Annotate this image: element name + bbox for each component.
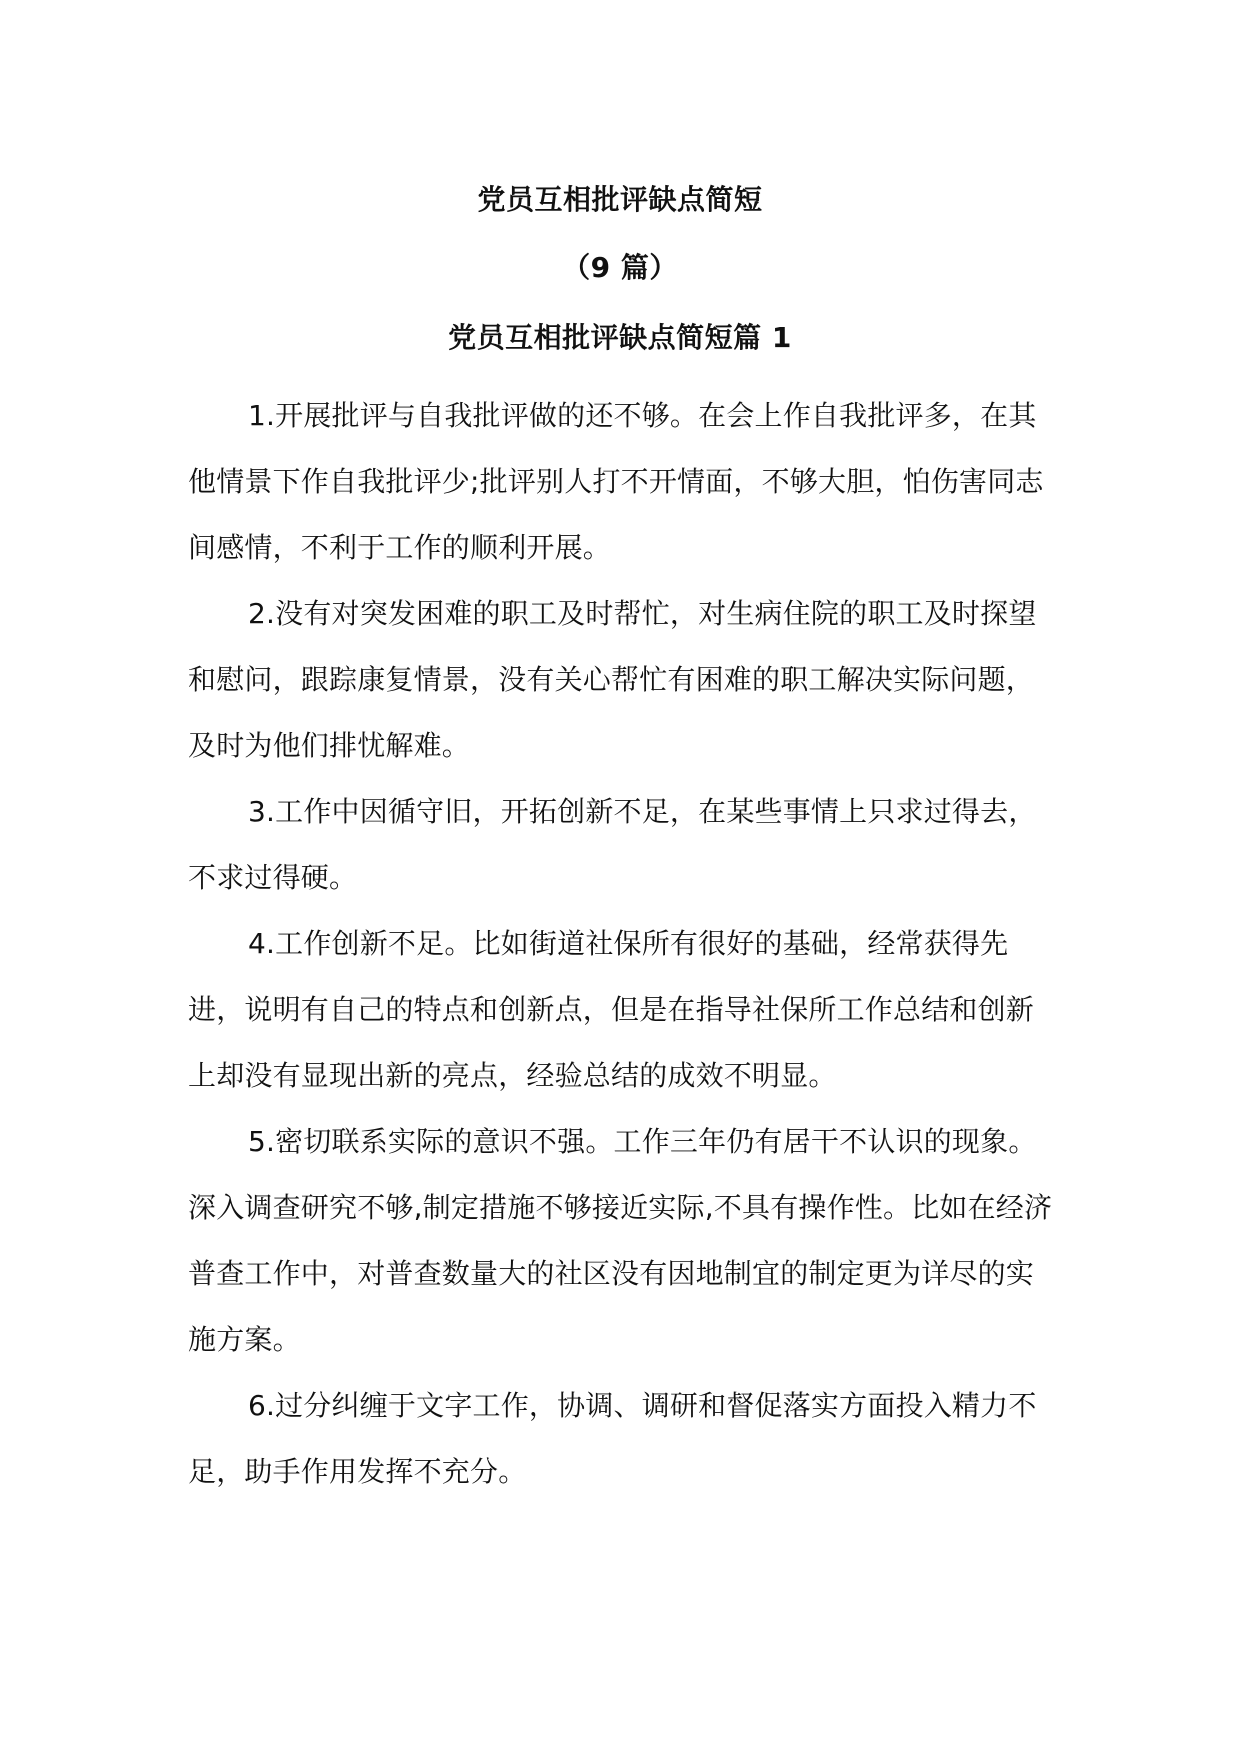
document-title: 党员互相批评缺点简短 [477, 183, 763, 216]
document-subtitle: （9 篇） [562, 251, 678, 284]
paragraph-6: 6.过分纠缠于文字工作，协调、调研和督促落实方面投入精力不足，助手作用发挥不充分。 [188, 1389, 1037, 1488]
document-body [188, 383, 1058, 1505]
paragraph-2: 2.没有对突发困难的职工及时帮忙，对生病住院的职工及时探望和慰问，跟踪康复情景，没有关心帮忙有困难的职工解决实际问题，及时为他们排忧解难。 [188, 597, 1037, 762]
section-heading: 党员互相批评缺点简短篇 1 [448, 321, 792, 354]
paragraph-5: 5.密切联系实际的意识不强。工作三年仍有居干不认识的现象。深入调查研究不够,制定措施不够接近实际,不具有操作性。比如在经济普查工作中，对普查数量大的社区没有因地制宜的制定更为详尽的实施方案。 [188, 1125, 1053, 1356]
paragraph-3: 3.工作中因循守旧，开拓创新不足，在某些事情上只求过得去，不求过得硬。 [188, 795, 1037, 894]
paragraph-1: 1.开展批评与自我批评做的还不够。在会上作自我批评多，在其他情景下作自我批评少;批评别人打不开情面，不够大胆，怕伤害同志间感情，不利于工作的顺利开展。 [188, 399, 1044, 564]
paragraph-4: 4.工作创新不足。比如街道社保所有很好的基础，经常获得先进，说明有自己的特点和创新点，但是在指导社保所工作总结和创新上却没有显现出新的亮点，经验总结的成效不明显。 [188, 927, 1035, 1092]
